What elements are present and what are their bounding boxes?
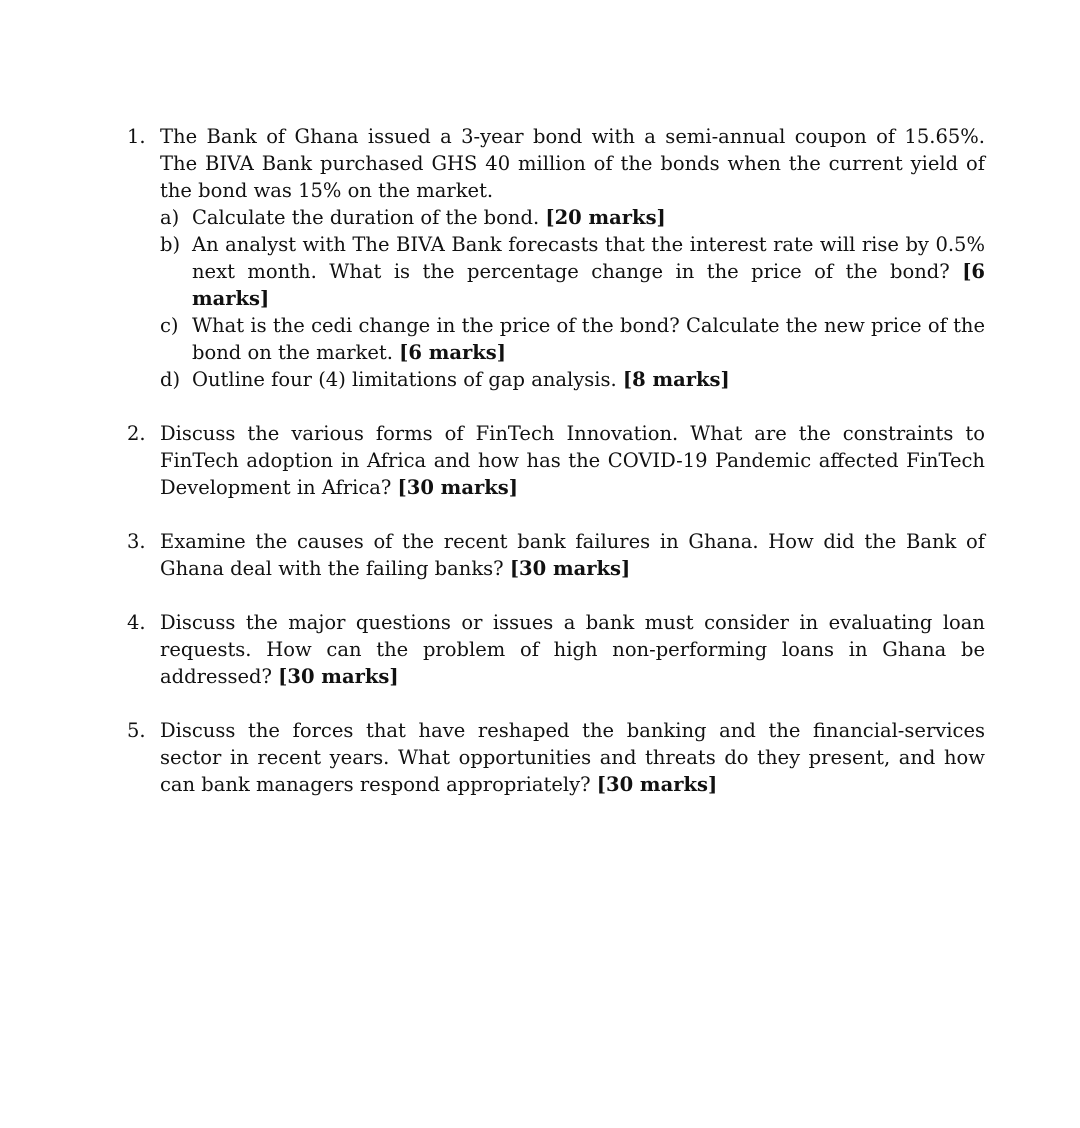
question-text: The Bank of Ghana issued a 3-year bond with a semi-annual coupon of 15.65%. The BIVA Bank purchased GHS 40 million of the bonds when the current yield of the bond was 15% on the market. xyxy=(160,125,985,202)
sub-question-list xyxy=(160,204,985,393)
marks-label: [6 marks] xyxy=(399,341,506,364)
sub-question-text: What is the cedi change in the price of the bond? Calculate the new price of the bond on the market. xyxy=(192,314,985,364)
sub-question-letter: a) xyxy=(160,206,180,229)
sub-question-d xyxy=(160,366,985,393)
sub-question-letter: c) xyxy=(160,314,179,337)
spacer xyxy=(127,501,985,528)
spacer xyxy=(127,582,985,609)
question-2 xyxy=(127,420,985,501)
sub-question-c xyxy=(160,312,985,366)
question-number: 3. xyxy=(127,530,146,553)
question-text: Discuss the major questions or issues a bank must consider in evaluating loan requests. How can the problem of high non-performing loans in Ghana be addressed? xyxy=(160,611,985,688)
question-number: 5. xyxy=(127,719,146,742)
sub-question-letter: d) xyxy=(160,368,181,391)
sub-question-text: An analyst with The BIVA Bank forecasts that the interest rate will rise by 0.5% next month. What is the percentage change in the price of the bond? xyxy=(192,233,985,283)
sub-question-b xyxy=(160,231,985,312)
marks-label: [30 marks] xyxy=(397,476,518,499)
marks-label: [20 marks] xyxy=(545,206,666,229)
question-1 xyxy=(127,123,985,393)
question-3 xyxy=(127,528,985,582)
question-number: 2. xyxy=(127,422,146,445)
question-4 xyxy=(127,609,985,690)
sub-question-text: Calculate the duration of the bond. xyxy=(192,206,540,229)
question-text: Discuss the forces that have reshaped the banking and the financial-services sector in recent years. What opportunities and threats do they present, and how can bank managers respond appropriately? xyxy=(160,719,985,796)
question-text: Discuss the various forms of FinTech Innovation. What are the constraints to FinTech adoption in Africa and how has the COVID-19 Pandemic affected FinTech Development in Africa? xyxy=(160,422,985,499)
marks-label: [30 marks] xyxy=(509,557,631,580)
marks-label: [6 marks] xyxy=(192,260,985,310)
spacer xyxy=(127,690,985,717)
question-list xyxy=(127,123,985,798)
marks-label: [30 marks] xyxy=(278,665,399,688)
question-number: 4. xyxy=(127,611,146,634)
spacer xyxy=(127,393,985,420)
sub-question-letter: b) xyxy=(160,233,181,256)
sub-question-text: Outline four (4) limitations of gap analysis. xyxy=(192,368,617,391)
marks-label: [8 marks] xyxy=(622,368,730,391)
marks-label: [30 marks] xyxy=(596,773,718,796)
sub-question-a xyxy=(160,204,985,231)
question-5 xyxy=(127,717,985,798)
question-number: 1. xyxy=(127,125,146,148)
question-text: Examine the causes of the recent bank failures in Ghana. How did the Bank of Ghana deal with the failing banks? xyxy=(160,530,985,580)
